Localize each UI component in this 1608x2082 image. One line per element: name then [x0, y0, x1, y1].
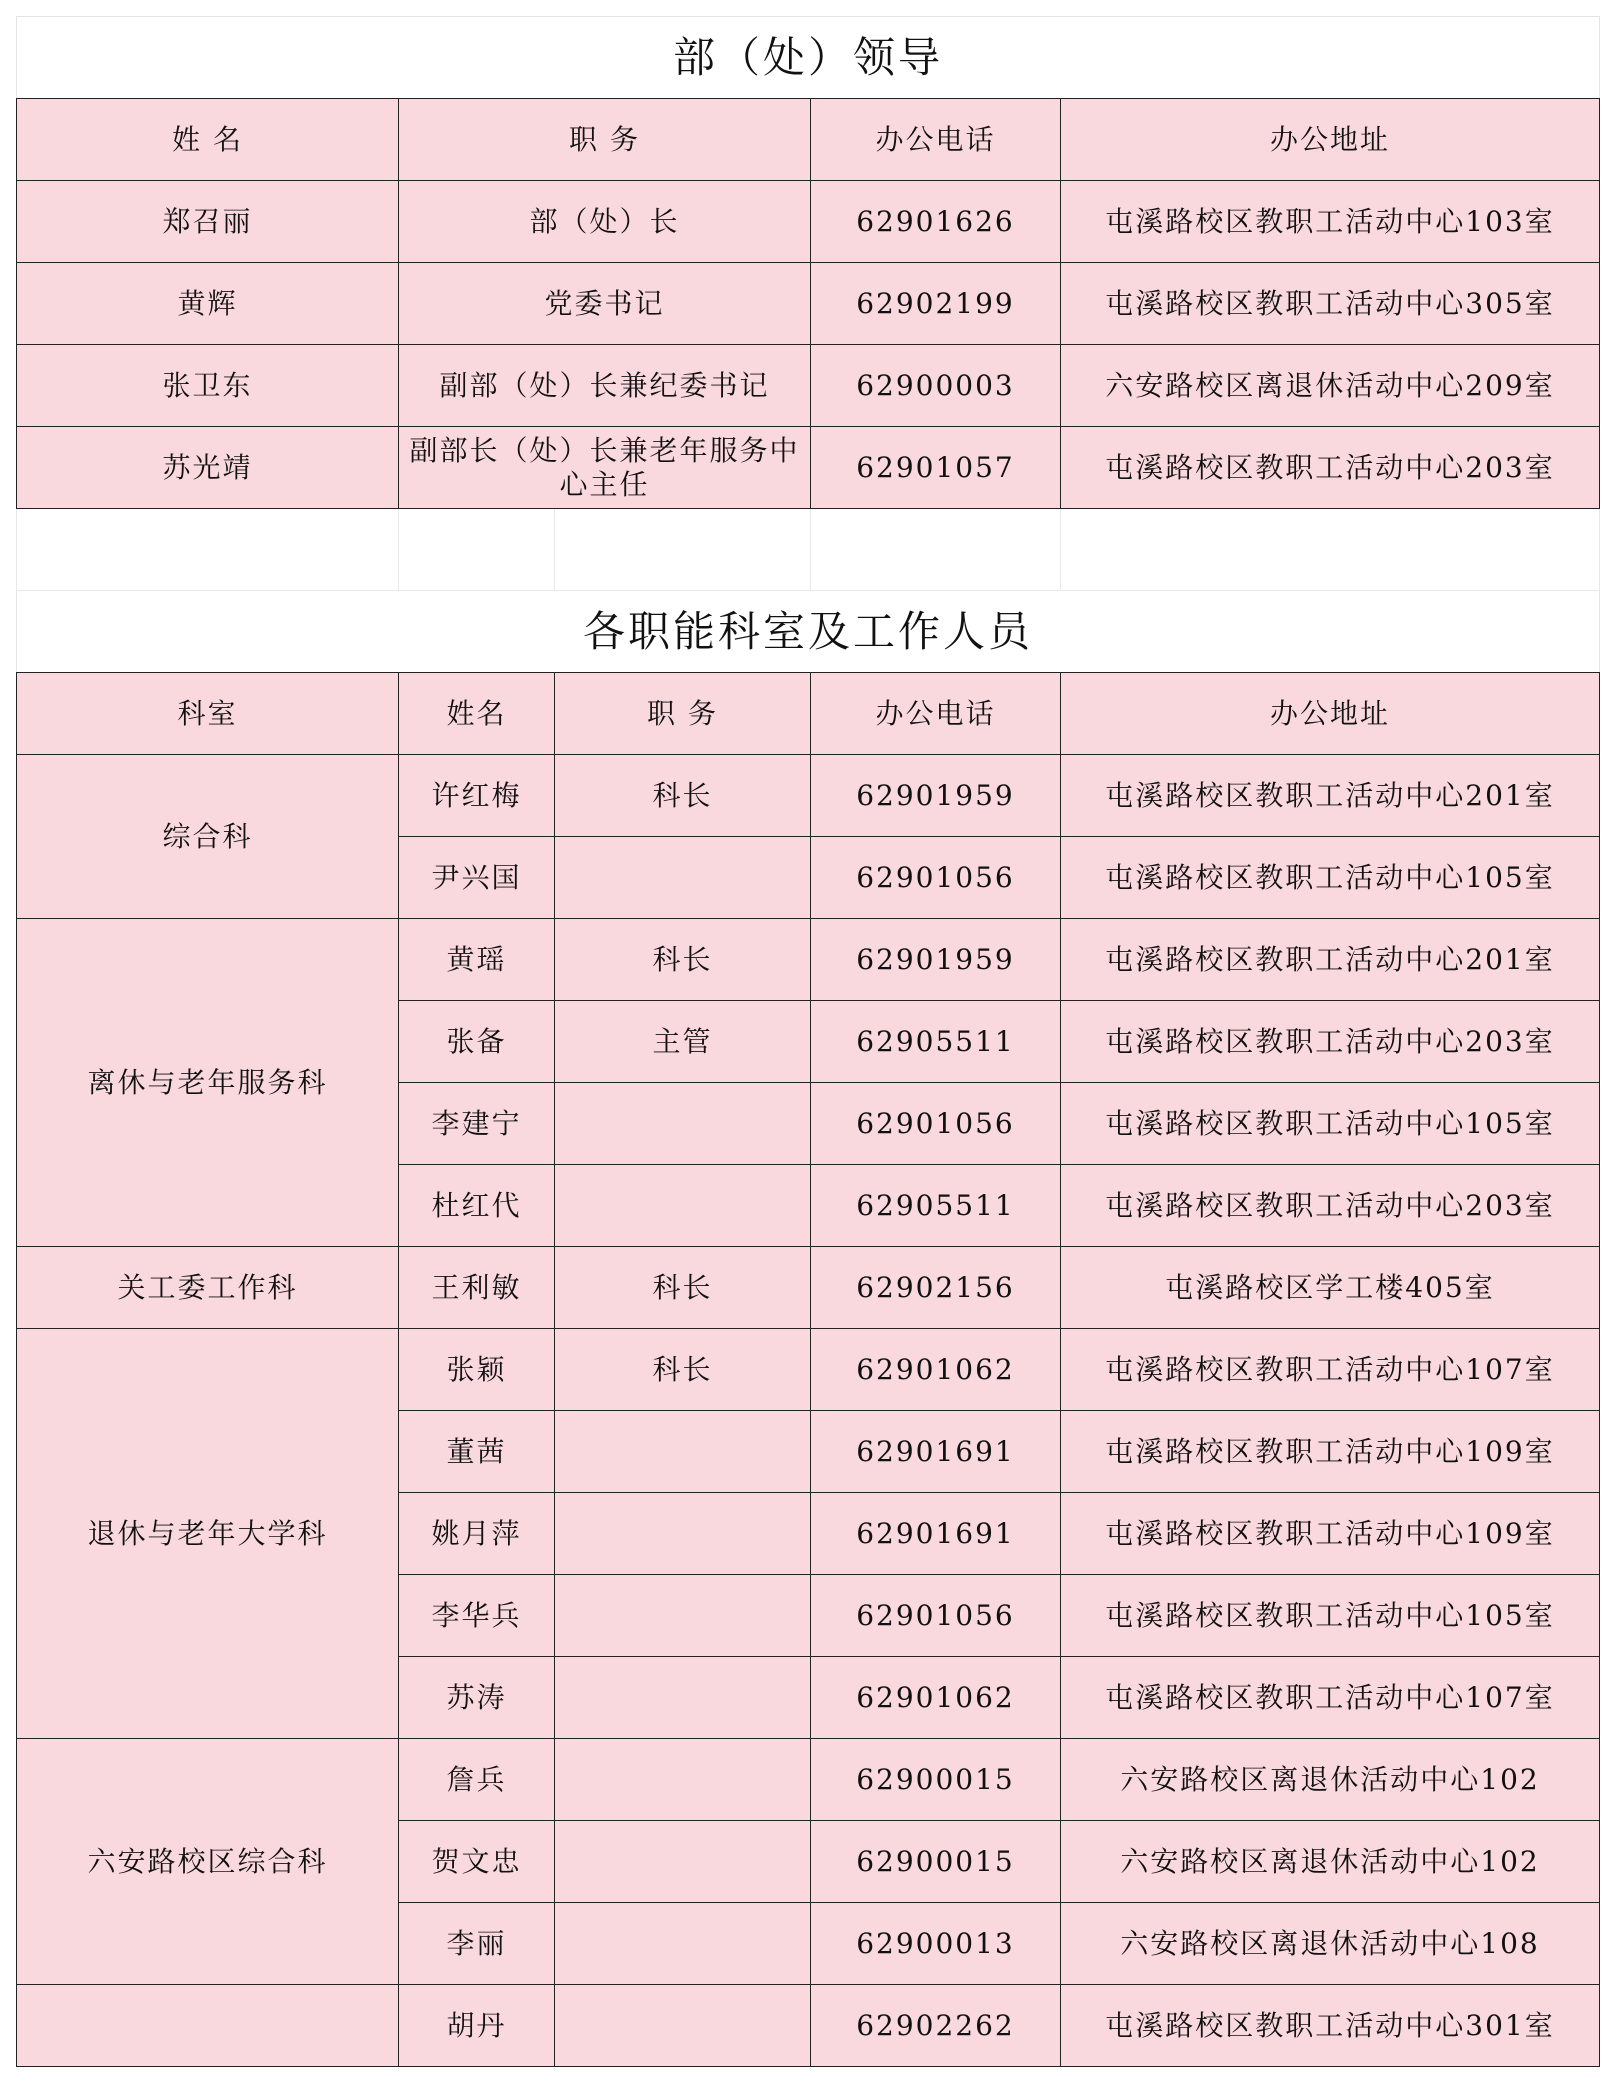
staff-position: 科长 — [555, 919, 811, 1001]
contact-table — [16, 16, 1600, 2067]
leader-phone: 62901626 — [811, 181, 1061, 263]
leader-name: 张卫东 — [17, 345, 399, 427]
staff-phone: 62901691 — [811, 1493, 1061, 1575]
leader-row — [17, 181, 1600, 263]
spacer-cell — [1061, 509, 1600, 591]
staff-phone: 62900015 — [811, 1739, 1061, 1821]
department-cell: 关工委工作科 — [17, 1247, 399, 1329]
staff-address: 屯溪路校区教职工活动中心301室 — [1061, 1985, 1600, 2067]
staff-position — [555, 1739, 811, 1821]
leader-position: 党委书记 — [399, 263, 811, 345]
spacer-cell — [555, 509, 811, 591]
spacer-cell — [811, 509, 1061, 591]
staff-name: 詹兵 — [399, 1739, 555, 1821]
leader-position: 副部（处）长兼纪委书记 — [399, 345, 811, 427]
spreadsheet — [16, 16, 1599, 2067]
department-cell: 离休与老年服务科 — [17, 919, 399, 1247]
staff-row — [17, 919, 1600, 1001]
staff-row — [17, 1985, 1600, 2067]
staff-phone: 62901062 — [811, 1657, 1061, 1739]
staff-address: 六安路校区离退休活动中心102 — [1061, 1821, 1600, 1903]
header-phone: 办公电话 — [811, 673, 1061, 755]
leader-row — [17, 427, 1600, 509]
staff-name: 李华兵 — [399, 1575, 555, 1657]
staff-address: 屯溪路校区教职工活动中心105室 — [1061, 1575, 1600, 1657]
staff-name: 王利敏 — [399, 1247, 555, 1329]
header-address: 办公地址 — [1061, 99, 1600, 181]
staff-phone: 62901062 — [811, 1329, 1061, 1411]
staff-phone: 62900013 — [811, 1903, 1061, 1985]
staff-address: 屯溪路校区教职工活动中心107室 — [1061, 1329, 1600, 1411]
header-name: 姓 名 — [17, 99, 399, 181]
staff-position — [555, 1575, 811, 1657]
staff-phone: 62905511 — [811, 1001, 1061, 1083]
staff-phone: 62901056 — [811, 1083, 1061, 1165]
spacer-row — [17, 509, 1600, 591]
staff-name: 贺文忠 — [399, 1821, 555, 1903]
staff-header-row — [17, 673, 1600, 755]
staff-address: 屯溪路校区教职工活动中心105室 — [1061, 1083, 1600, 1165]
department-cell: 退休与老年大学科 — [17, 1329, 399, 1739]
staff-address: 六安路校区离退休活动中心102 — [1061, 1739, 1600, 1821]
leader-name: 郑召丽 — [17, 181, 399, 263]
spacer-cell — [399, 509, 555, 591]
staff-name: 许红梅 — [399, 755, 555, 837]
staff-position — [555, 1165, 811, 1247]
leader-row — [17, 263, 1600, 345]
leaders-header-row — [17, 99, 1600, 181]
staff-phone: 62900015 — [811, 1821, 1061, 1903]
leader-position: 部（处）长 — [399, 181, 811, 263]
staff-name: 李丽 — [399, 1903, 555, 1985]
leader-address: 屯溪路校区教职工活动中心305室 — [1061, 263, 1600, 345]
header-department: 科室 — [17, 673, 399, 755]
staff-phone: 62901056 — [811, 1575, 1061, 1657]
leader-row — [17, 345, 1600, 427]
staff-position: 主管 — [555, 1001, 811, 1083]
staff-row — [17, 755, 1600, 837]
header-phone: 办公电话 — [811, 99, 1061, 181]
staff-address: 屯溪路校区教职工活动中心109室 — [1061, 1411, 1600, 1493]
staff-address: 屯溪路校区教职工活动中心107室 — [1061, 1657, 1600, 1739]
staff-name: 张颖 — [399, 1329, 555, 1411]
staff-position — [555, 1411, 811, 1493]
staff-address: 屯溪路校区学工楼405室 — [1061, 1247, 1600, 1329]
department-cell-empty — [17, 1985, 399, 2067]
staff-position: 科长 — [555, 1329, 811, 1411]
leader-address: 屯溪路校区教职工活动中心103室 — [1061, 181, 1600, 263]
header-address: 办公地址 — [1061, 673, 1600, 755]
staff-position — [555, 1083, 811, 1165]
header-position: 职 务 — [399, 99, 811, 181]
staff-position — [555, 1985, 811, 2067]
staff-name: 李建宁 — [399, 1083, 555, 1165]
leader-phone: 62901057 — [811, 427, 1061, 509]
staff-position — [555, 1821, 811, 1903]
spacer-cell — [17, 509, 399, 591]
header-position: 职 务 — [555, 673, 811, 755]
leader-name: 苏光靖 — [17, 427, 399, 509]
staff-name: 董茜 — [399, 1411, 555, 1493]
staff-phone: 62902262 — [811, 1985, 1061, 2067]
staff-name: 张备 — [399, 1001, 555, 1083]
staff-name: 胡丹 — [399, 1985, 555, 2067]
staff-address: 屯溪路校区教职工活动中心203室 — [1061, 1165, 1600, 1247]
staff-phone: 62901959 — [811, 755, 1061, 837]
staff-name: 姚月萍 — [399, 1493, 555, 1575]
staff-address: 屯溪路校区教职工活动中心201室 — [1061, 755, 1600, 837]
leader-phone: 62902199 — [811, 263, 1061, 345]
staff-position: 科长 — [555, 1247, 811, 1329]
staff-position — [555, 1493, 811, 1575]
staff-title: 各职能科室及工作人员 — [17, 591, 1600, 673]
staff-row — [17, 1247, 1600, 1329]
staff-row — [17, 1329, 1600, 1411]
staff-row — [17, 1739, 1600, 1821]
staff-phone: 62902156 — [811, 1247, 1061, 1329]
staff-address: 屯溪路校区教职工活动中心201室 — [1061, 919, 1600, 1001]
leader-position: 副部长（处）长兼老年服务中心主任 — [399, 427, 811, 509]
department-cell: 六安路校区综合科 — [17, 1739, 399, 1985]
staff-position: 科长 — [555, 755, 811, 837]
staff-address: 六安路校区离退休活动中心108 — [1061, 1903, 1600, 1985]
staff-position — [555, 837, 811, 919]
staff-phone: 62901691 — [811, 1411, 1061, 1493]
staff-address: 屯溪路校区教职工活动中心109室 — [1061, 1493, 1600, 1575]
header-name: 姓名 — [399, 673, 555, 755]
staff-address: 屯溪路校区教职工活动中心105室 — [1061, 837, 1600, 919]
staff-name: 尹兴国 — [399, 837, 555, 919]
staff-phone: 62901959 — [811, 919, 1061, 1001]
department-cell: 综合科 — [17, 755, 399, 919]
staff-position — [555, 1903, 811, 1985]
leader-address: 六安路校区离退休活动中心209室 — [1061, 345, 1600, 427]
leader-name: 黄辉 — [17, 263, 399, 345]
staff-name: 苏涛 — [399, 1657, 555, 1739]
leader-address: 屯溪路校区教职工活动中心203室 — [1061, 427, 1600, 509]
leaders-title: 部（处）领导 — [17, 17, 1600, 99]
staff-name: 杜红代 — [399, 1165, 555, 1247]
staff-position — [555, 1657, 811, 1739]
staff-address: 屯溪路校区教职工活动中心203室 — [1061, 1001, 1600, 1083]
staff-phone: 62905511 — [811, 1165, 1061, 1247]
staff-name: 黄瑶 — [399, 919, 555, 1001]
leader-phone: 62900003 — [811, 345, 1061, 427]
staff-phone: 62901056 — [811, 837, 1061, 919]
